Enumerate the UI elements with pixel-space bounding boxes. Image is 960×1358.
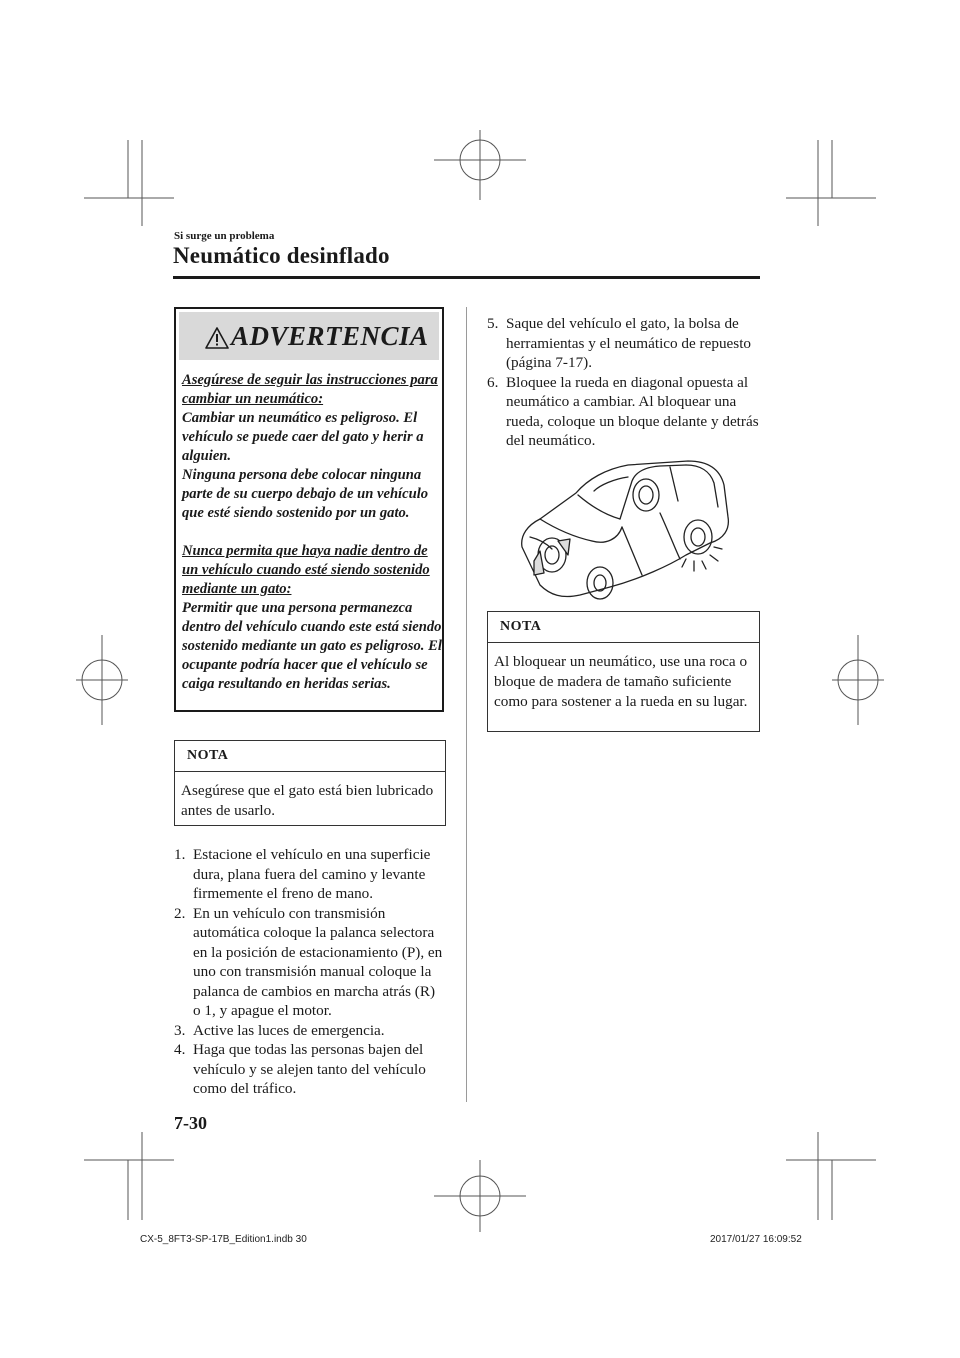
page-number: 7-30: [174, 1113, 207, 1133]
list-item: 3. Active las luces de emergencia.: [174, 1021, 385, 1039]
footer-timestamp: 2017/01/27 16:09:52: [710, 1234, 802, 1245]
list-item: 5. Saque del vehículo el gato, la bolsa de herramientas y el neumático de repuesto (página 7-17).: [487, 315, 752, 371]
note-box-jack: [174, 740, 446, 826]
list-item: 4. Haga que todas las personas bajen del vehículo y se alejen tanto del vehículo como del tráfico.: [174, 1041, 426, 1097]
warning-body: [182, 371, 444, 694]
warning-text-1: Cambiar un neumático es peligroso. El vehículo se puede caer del gato y herir a alguien.: [182, 410, 424, 464]
warning-triangle-icon: [205, 327, 229, 349]
page-title: Neumático desinflado: [173, 243, 390, 268]
steps-list-left: [174, 845, 446, 1099]
list-item: 6. Bloquee la rueda en diagonal opuesta al neumático a cambiar. Al bloquear una rueda, coloque un bloque delante y detrás del neumático.: [487, 373, 759, 449]
note-box-chock: [487, 611, 760, 732]
warning-header: [179, 312, 439, 360]
column-divider: [466, 307, 467, 1102]
note-label: NOTA: [175, 741, 445, 772]
list-item: 2. En un vehículo con transmisión automática coloque la palanca selectora en la posición de estacionamiento (P), en uno con transmisión manual coloque la palanca de cambios en marcha atrás (R) o 1, y apague el motor.: [174, 904, 443, 1019]
note-text: Asegúrese que el gato está bien lubricado antes de usarlo.: [181, 782, 434, 819]
warning-heading-2: Nunca permita que haya nadie dentro de un vehículo cuando esté siendo sostenido mediante un gato:: [182, 543, 430, 597]
warning-text-2: Ninguna persona debe colocar ninguna parte de su cuerpo debajo de un vehículo que esté siendo sostenido por un gato.: [182, 467, 429, 521]
car-wheel-chock-illustration: [510, 455, 740, 607]
note-label: NOTA: [488, 612, 759, 643]
list-item: 1. Estacione el vehículo en una superficie dura, plana fuera del camino y levante firmemente el freno de mano.: [174, 846, 431, 902]
footer-file: CX-5_8FT3-SP-17B_Edition1.indb 30: [140, 1234, 307, 1245]
warning-title: ADVERTENCIA: [231, 321, 429, 351]
section-label: Si surge un problema: [174, 230, 275, 242]
warning-box: [174, 307, 444, 712]
steps-list-right: [487, 314, 761, 451]
warning-heading-1: Asegúrese de seguir las instrucciones para cambiar un neumático:: [182, 372, 438, 407]
note-text: Al bloquear un neumático, use una roca o bloque de madera de tamaño suficiente como para sostener a la rueda en su lugar.: [494, 653, 748, 710]
title-rule: [173, 276, 760, 279]
warning-text-3: Permitir que una persona permanezca dentro del vehículo cuando este está siendo sostenido mediante un gato es peligroso. El ocupante podría hacer que el vehículo se caiga resultando en heridas serias.: [182, 600, 442, 692]
